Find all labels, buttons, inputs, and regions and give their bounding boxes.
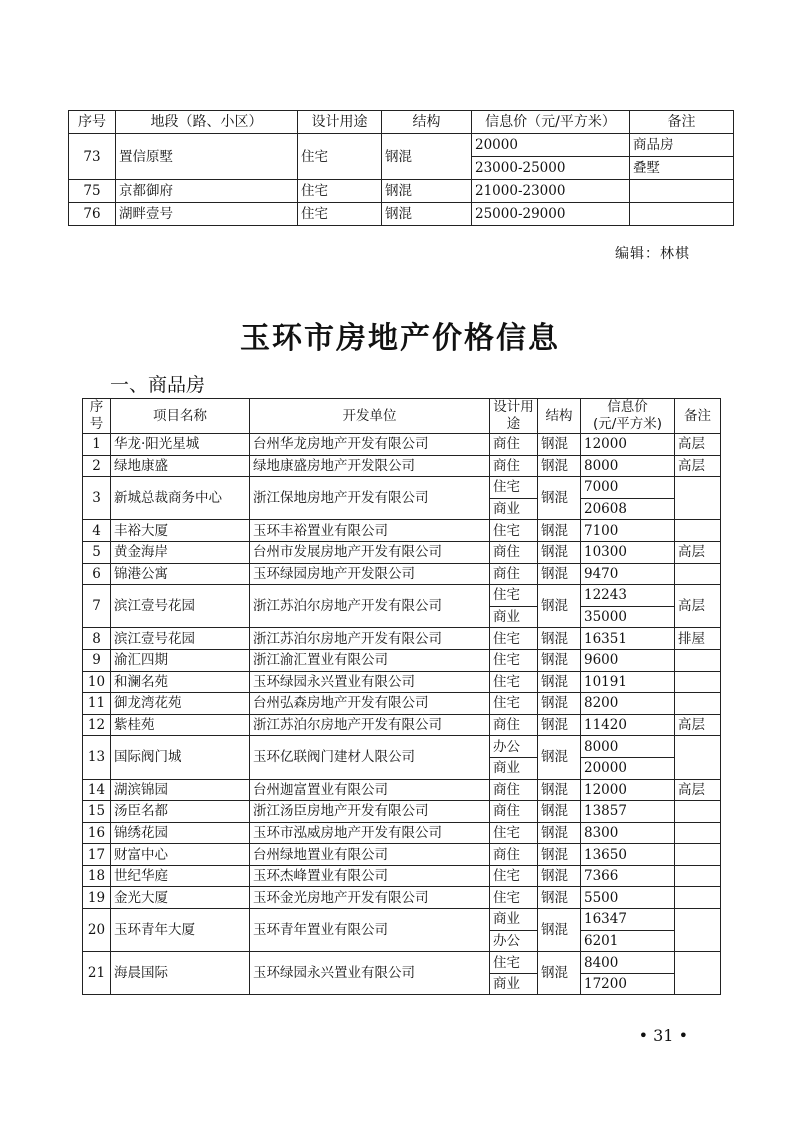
row-note: 高层 <box>675 434 721 456</box>
row-project: 御龙湾花苑 <box>111 693 250 715</box>
row-structure: 钢混 <box>538 585 581 628</box>
table-row <box>83 671 721 693</box>
row-developer: 台州华龙房地产开发有限公司 <box>250 434 490 456</box>
row-use: 住宅 <box>490 628 538 650</box>
row-structure: 钢混 <box>538 865 581 887</box>
row-project: 湖滨锦园 <box>111 779 250 801</box>
row-note: 高层 <box>675 541 721 563</box>
row-note <box>630 180 734 203</box>
row-project: 世纪华庭 <box>111 865 250 887</box>
row-project: 和澜名苑 <box>111 671 250 693</box>
row-note: 商品房 <box>630 134 734 157</box>
row-name: 京都御府 <box>116 180 298 203</box>
header-structure: 结构 <box>538 399 581 434</box>
header-price-line1: 信息价 <box>607 399 648 415</box>
row-developer: 玉环绿园房地产开发限公司 <box>250 563 490 585</box>
row-no: 9 <box>83 649 111 671</box>
row-price: 10191 <box>581 671 675 693</box>
row-project: 滨江壹号花园 <box>111 628 250 650</box>
row-note <box>675 887 721 909</box>
row-price: 6201 <box>581 930 675 952</box>
row-developer: 台州绿地置业有限公司 <box>250 844 490 866</box>
row-note <box>675 736 721 779</box>
row-use: 商住 <box>490 541 538 563</box>
row-note: 高层 <box>675 455 721 477</box>
row-note <box>675 822 721 844</box>
row-price: 5500 <box>581 887 675 909</box>
row-note <box>675 801 721 823</box>
row-price: 16347 <box>581 909 675 931</box>
row-no: 16 <box>83 822 111 844</box>
section-heading: 一、商品房 <box>110 374 206 396</box>
table-row <box>83 952 721 974</box>
row-note: 高层 <box>675 714 721 736</box>
row-structure: 钢混 <box>538 628 581 650</box>
table-row <box>83 887 721 909</box>
row-project: 新城总裁商务中心 <box>111 477 250 520</box>
table-row <box>83 628 721 650</box>
table-header-row <box>69 111 734 134</box>
row-note: 排屋 <box>675 628 721 650</box>
row-developer: 玉环杰峰置业有限公司 <box>250 865 490 887</box>
row-developer: 台州市发展房地产开发有限公司 <box>250 541 490 563</box>
row-use: 商业 <box>490 973 538 995</box>
row-use: 住宅 <box>490 952 538 974</box>
row-price: 16351 <box>581 628 675 650</box>
row-note <box>675 865 721 887</box>
row-no: 75 <box>69 180 116 203</box>
row-structure: 钢混 <box>538 541 581 563</box>
row-no: 17 <box>83 844 111 866</box>
row-structure: 钢混 <box>538 693 581 715</box>
row-use: 住宅 <box>490 671 538 693</box>
row-no: 73 <box>69 134 116 180</box>
row-developer: 玉环亿联阀门建材人限公司 <box>250 736 490 779</box>
row-price: 8000 <box>581 455 675 477</box>
row-structure: 钢混 <box>538 649 581 671</box>
main-table-body <box>83 434 721 995</box>
row-price: 9470 <box>581 563 675 585</box>
row-note <box>675 671 721 693</box>
row-use: 商住 <box>490 779 538 801</box>
row-project: 海晨国际 <box>111 952 250 995</box>
header-note: 备注 <box>675 399 721 434</box>
row-use: 住宅 <box>490 649 538 671</box>
row-use: 商业 <box>490 498 538 520</box>
table-row <box>83 455 721 477</box>
row-use: 商住 <box>490 801 538 823</box>
table-row <box>83 434 721 456</box>
table-row <box>83 714 721 736</box>
row-project: 锦绣花园 <box>111 822 250 844</box>
row-developer: 浙江保地房地产开发有限公司 <box>250 477 490 520</box>
row-no: 76 <box>69 203 116 226</box>
row-note: 高层 <box>675 779 721 801</box>
header-price: 信息价（元/平方米） <box>472 111 630 134</box>
row-use: 住宅 <box>490 585 538 607</box>
table-row <box>83 779 721 801</box>
row-structure: 钢混 <box>382 203 472 226</box>
row-price: 7366 <box>581 865 675 887</box>
row-project: 绿地康盛 <box>111 455 250 477</box>
row-use: 商住 <box>490 844 538 866</box>
row-note <box>675 520 721 542</box>
row-use: 住宅 <box>490 865 538 887</box>
row-use: 商业 <box>490 757 538 779</box>
row-use: 住宅 <box>490 477 538 499</box>
row-structure: 钢混 <box>538 844 581 866</box>
row-developer: 台州迦富置业有限公司 <box>250 779 490 801</box>
row-structure: 钢混 <box>538 909 581 952</box>
header-no: 序号 <box>83 399 111 434</box>
row-project: 华龙·阳光星城 <box>111 434 250 456</box>
row-price: 7100 <box>581 520 675 542</box>
row-use: 住宅 <box>490 693 538 715</box>
table-row <box>83 520 721 542</box>
row-price: 20608 <box>581 498 675 520</box>
row-project: 玉环青年大厦 <box>111 909 250 952</box>
row-developer: 浙江苏泊尔房地产开发有限公司 <box>250 628 490 650</box>
row-use: 商住 <box>490 714 538 736</box>
table-row <box>83 822 721 844</box>
table-row <box>83 909 721 931</box>
table-row <box>83 844 721 866</box>
row-project: 滨江壹号花园 <box>111 585 250 628</box>
row-note <box>675 909 721 952</box>
row-use: 住宅 <box>298 203 382 226</box>
table-row <box>83 585 721 607</box>
row-developer: 玉环市泓威房地产开发有限公司 <box>250 822 490 844</box>
row-project: 财富中心 <box>111 844 250 866</box>
row-price: 20000 <box>472 134 630 157</box>
row-structure: 钢混 <box>538 563 581 585</box>
row-price: 20000 <box>581 757 675 779</box>
row-project: 金光大厦 <box>111 887 250 909</box>
row-use: 商业 <box>490 606 538 628</box>
row-price: 12000 <box>581 434 675 456</box>
row-no: 19 <box>83 887 111 909</box>
row-note <box>675 844 721 866</box>
row-use: 商住 <box>490 455 538 477</box>
row-no: 7 <box>83 585 111 628</box>
row-use: 住宅 <box>490 520 538 542</box>
row-no: 6 <box>83 563 111 585</box>
row-no: 12 <box>83 714 111 736</box>
header-price-line2: (元/平方米) <box>592 416 663 432</box>
header-project: 项目名称 <box>111 399 250 434</box>
row-note <box>675 952 721 995</box>
row-use: 办公 <box>490 736 538 758</box>
row-developer: 浙江渝汇置业有限公司 <box>250 649 490 671</box>
row-note <box>675 693 721 715</box>
row-structure: 钢混 <box>382 180 472 203</box>
row-use: 住宅 <box>298 180 382 203</box>
table-row <box>83 801 721 823</box>
editor-credit: 编辑：林棋 <box>615 246 690 262</box>
row-structure: 钢混 <box>538 671 581 693</box>
row-use: 商住 <box>490 563 538 585</box>
row-no: 2 <box>83 455 111 477</box>
header-location: 地段（路、小区） <box>116 111 298 134</box>
row-developer: 浙江汤臣房地产开发有限公司 <box>250 801 490 823</box>
row-structure: 钢混 <box>382 134 472 180</box>
row-no: 8 <box>83 628 111 650</box>
header-use: 设计用途 <box>298 111 382 134</box>
page-title: 玉环市房地产价格信息 <box>240 321 560 356</box>
main-price-table <box>82 398 721 995</box>
row-developer: 玉环金光房地产开发有限公司 <box>250 887 490 909</box>
row-no: 18 <box>83 865 111 887</box>
row-price: 12000 <box>581 779 675 801</box>
row-no: 10 <box>83 671 111 693</box>
table-row <box>69 203 734 226</box>
row-structure: 钢混 <box>538 736 581 779</box>
row-developer: 浙江苏泊尔房地产开发有限公司 <box>250 585 490 628</box>
row-no: 14 <box>83 779 111 801</box>
row-project: 渝汇四期 <box>111 649 250 671</box>
row-structure: 钢混 <box>538 952 581 995</box>
row-price: 25000-29000 <box>472 203 630 226</box>
row-price: 7000 <box>581 477 675 499</box>
row-no: 21 <box>83 952 111 995</box>
row-price: 8000 <box>581 736 675 758</box>
header-note: 备注 <box>630 111 734 134</box>
row-structure: 钢混 <box>538 477 581 520</box>
row-developer: 玉环绿园永兴置业有限公司 <box>250 952 490 995</box>
row-no: 11 <box>83 693 111 715</box>
row-use: 办公 <box>490 930 538 952</box>
row-price: 12243 <box>581 585 675 607</box>
row-price: 21000-23000 <box>472 180 630 203</box>
top-price-table <box>68 110 734 226</box>
row-structure: 钢混 <box>538 434 581 456</box>
row-name: 湖畔壹号 <box>116 203 298 226</box>
row-structure: 钢混 <box>538 455 581 477</box>
row-project: 黄金海岸 <box>111 541 250 563</box>
header-use: 设计用途 <box>490 399 538 434</box>
table-row <box>83 865 721 887</box>
row-no: 1 <box>83 434 111 456</box>
row-no: 3 <box>83 477 111 520</box>
row-structure: 钢混 <box>538 822 581 844</box>
row-price: 11420 <box>581 714 675 736</box>
table-row <box>83 693 721 715</box>
row-note <box>675 649 721 671</box>
header-structure: 结构 <box>382 111 472 134</box>
row-project: 紫桂苑 <box>111 714 250 736</box>
row-use: 住宅 <box>490 822 538 844</box>
row-developer: 玉环青年置业有限公司 <box>250 909 490 952</box>
row-use: 商住 <box>490 434 538 456</box>
row-project: 国际阀门城 <box>111 736 250 779</box>
page-number: • 31 • <box>638 1026 688 1045</box>
row-note <box>675 563 721 585</box>
table-row <box>83 563 721 585</box>
table-row <box>83 477 721 499</box>
row-developer: 浙江苏泊尔房地产开发有限公司 <box>250 714 490 736</box>
row-developer: 玉环绿园永兴置业有限公司 <box>250 671 490 693</box>
row-price: 13650 <box>581 844 675 866</box>
row-note: 高层 <box>675 585 721 628</box>
row-price: 9600 <box>581 649 675 671</box>
row-no: 5 <box>83 541 111 563</box>
row-project: 汤臣名都 <box>111 801 250 823</box>
row-developer: 台州弘森房地产开发有限公司 <box>250 693 490 715</box>
row-structure: 钢混 <box>538 520 581 542</box>
row-note: 叠墅 <box>630 157 734 180</box>
row-structure: 钢混 <box>538 714 581 736</box>
row-no: 20 <box>83 909 111 952</box>
header-price <box>581 399 675 434</box>
row-price: 8300 <box>581 822 675 844</box>
header-no: 序号 <box>69 111 116 134</box>
row-structure: 钢混 <box>538 887 581 909</box>
row-use: 住宅 <box>298 134 382 180</box>
row-use: 商业 <box>490 909 538 931</box>
row-price: 8400 <box>581 952 675 974</box>
row-no: 4 <box>83 520 111 542</box>
table-row <box>69 134 734 157</box>
table-row <box>83 649 721 671</box>
table-row <box>69 180 734 203</box>
row-no: 15 <box>83 801 111 823</box>
table-row <box>83 541 721 563</box>
row-price: 23000-25000 <box>472 157 630 180</box>
row-name: 置信原墅 <box>116 134 298 180</box>
row-price: 17200 <box>581 973 675 995</box>
row-use: 住宅 <box>490 887 538 909</box>
row-developer: 绿地康盛房地产开发限公司 <box>250 455 490 477</box>
header-developer: 开发单位 <box>250 399 490 434</box>
row-note <box>630 203 734 226</box>
row-no: 13 <box>83 736 111 779</box>
row-price: 13857 <box>581 801 675 823</box>
table-header-row <box>83 399 721 434</box>
table-row <box>83 736 721 758</box>
row-note <box>675 477 721 520</box>
row-project: 丰裕大厦 <box>111 520 250 542</box>
row-structure: 钢混 <box>538 801 581 823</box>
row-price: 10300 <box>581 541 675 563</box>
row-structure: 钢混 <box>538 779 581 801</box>
row-developer: 玉环丰裕置业有限公司 <box>250 520 490 542</box>
row-price: 35000 <box>581 606 675 628</box>
row-project: 锦港公寓 <box>111 563 250 585</box>
row-price: 8200 <box>581 693 675 715</box>
